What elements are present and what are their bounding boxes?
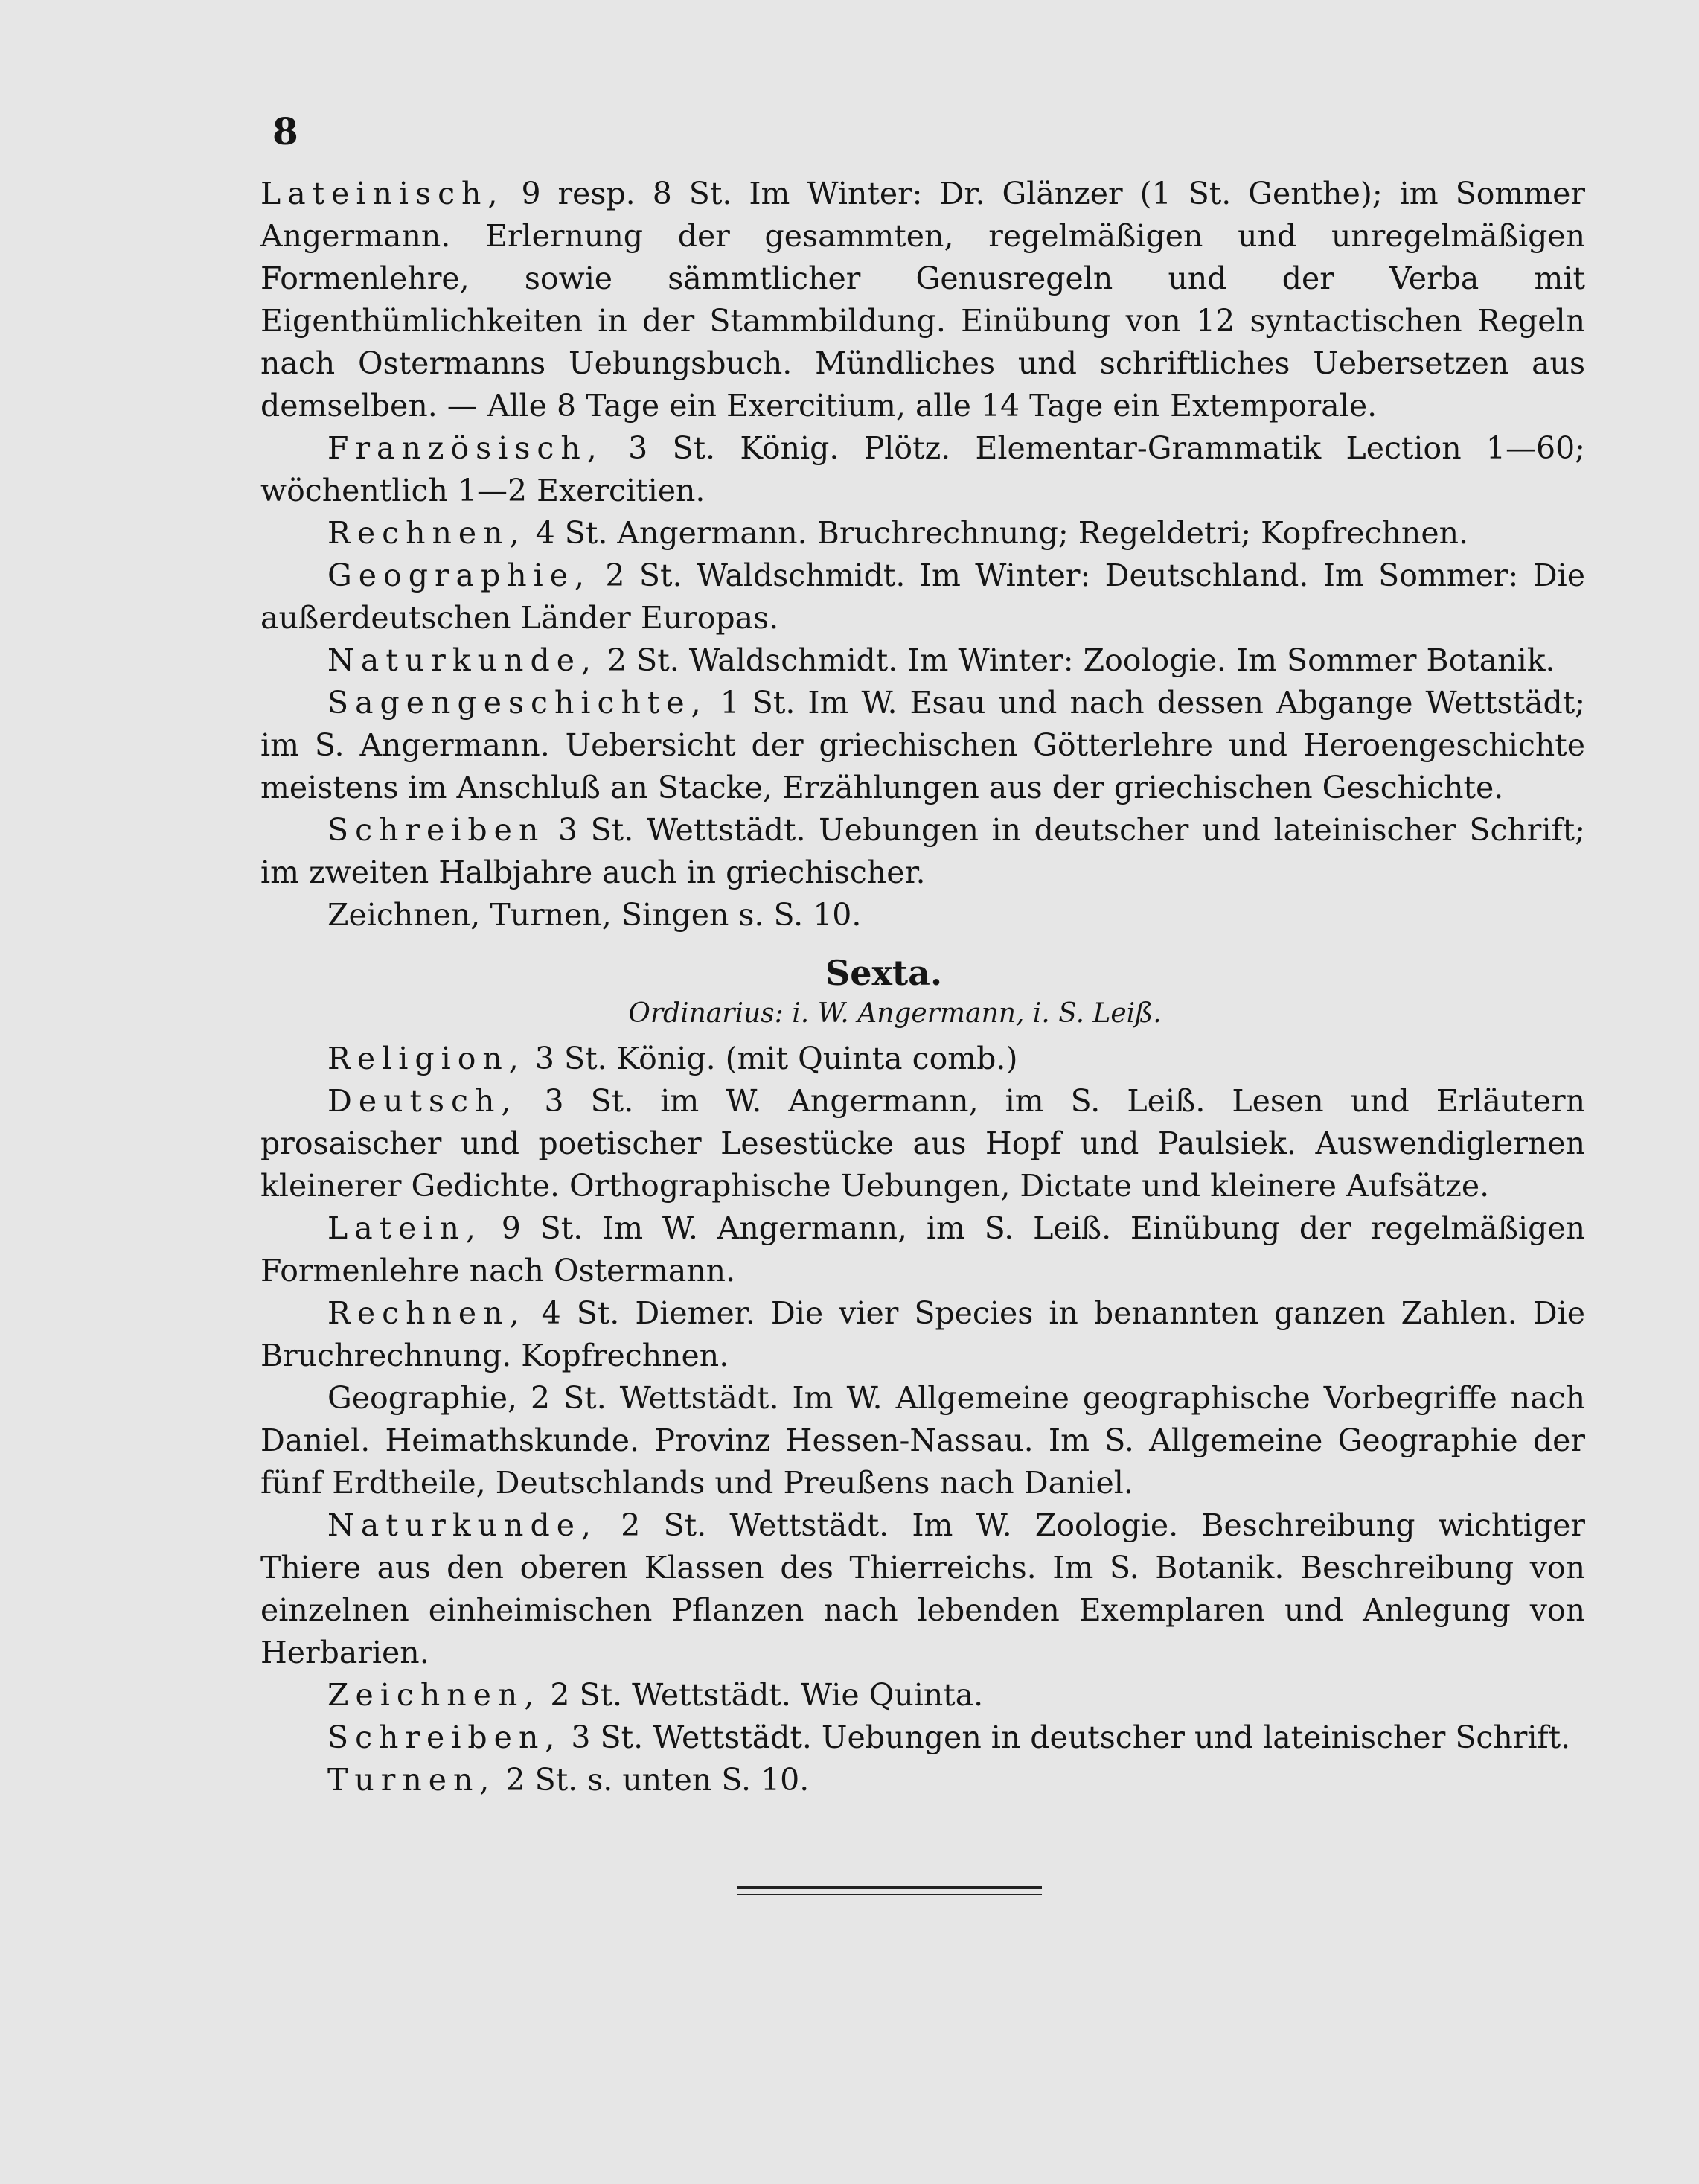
paragraph-text: 3 St. im W. Angermann, im S. Leiß. Lesen und Erläutern prosaischer und poetischer Lesestücke aus Hopf und Paulsiek. Auswendiglernen kleinerer Gedichte. Orthographische Uebungen, Dictate und kleinere Aufsätze. xyxy=(260,1083,1585,1204)
subject-name: Deutsch, xyxy=(327,1083,518,1119)
subject-name: Schreiben, xyxy=(327,1720,562,1755)
paragraph-deutsch xyxy=(260,1080,1585,1207)
paragraph-rechnen-sexta xyxy=(260,1292,1585,1377)
subject-name: Sagengeschichte, xyxy=(327,685,708,721)
section-heading: Sexta. xyxy=(825,953,942,993)
paragraph-text: 2 St. Waldschmidt. Im Winter: Zoologie. Im Sommer Botanik. xyxy=(598,642,1555,678)
paragraph-text: 4 St. Angermann. Bruchrechnung; Regeldetri; Kopfrechnen. xyxy=(525,515,1469,551)
paragraph-latein xyxy=(260,1207,1585,1292)
paragraph-text: 2 St. s. unten S. 10. xyxy=(496,1762,810,1798)
paragraph-turnen-sexta xyxy=(260,1759,1585,1801)
paragraph-religion xyxy=(260,1038,1585,1080)
paragraph-text: 2 St. Waldschmidt. Im Winter: Deutschland. Im Sommer: Die außerdeutschen Länder Europas. xyxy=(260,558,1585,636)
paragraph-text: Geographie, 2 St. Wettstädt. Im W. Allgemeine geographische Vorbegriffe nach Daniel. Heimathskunde. Provinz Hessen-Nassau. Im S. Allgemeine Geographie der fünf Erdtheile, Deutschlands und Preußens nach Daniel. xyxy=(260,1380,1585,1501)
paragraph-text: Zeichnen, Turnen, Singen s. S. 10. xyxy=(327,897,862,933)
paragraph-schreiben xyxy=(260,809,1585,894)
paragraph-text: 1 St. Im W. Esau und nach dessen Abgange Wettstädt; im S. Angermann. Uebersicht der griechischen Götterlehre und Heroengeschichte meistens im Anschluß an Stacke, Erzählungen aus der griechischen Geschichte. xyxy=(260,685,1585,805)
closing-double-rule xyxy=(737,1886,1042,1895)
subject-name: Latein, xyxy=(327,1210,482,1246)
subject-name: Französisch, xyxy=(327,430,604,466)
subject-name: Naturkunde, xyxy=(327,1507,598,1543)
subject-name: Naturkunde, xyxy=(327,642,598,678)
paragraph-naturkunde-sexta xyxy=(260,1504,1585,1674)
paragraph-zeichnen-turnen-singen xyxy=(260,894,1585,936)
paragraph-text: 4 St. Diemer. Die vier Species in benannten ganzen Zahlen. Die Bruchrechnung. Kopfrechnen. xyxy=(260,1295,1585,1373)
paragraph-text: 9 St. Im W. Angermann, im S. Leiß. Einübung der regelmäßigen Formenlehre nach Ostermann. xyxy=(260,1210,1585,1289)
paragraph-schreiben-sexta xyxy=(260,1717,1585,1759)
paragraph-text: 3 St. König. Plötz. Elementar-Grammatik Lection 1—60; wöchentlich 1—2 Exercitien. xyxy=(260,430,1585,508)
subject-name: Rechnen, xyxy=(327,1295,526,1331)
paragraph-text: 3 St. Wettstädt. Uebungen in deutscher und lateinischer Schrift; im zweiten Halbjahre auch in griechischer. xyxy=(260,812,1585,890)
paragraph-text: 9 resp. 8 St. Im Winter: Dr. Glänzer (1 St. Genthe); im Sommer Angermann. Erlernung der gesammten, regelmäßigen und unregelmäßigen Formenlehre, sowie sämmtlicher Genusregeln und der Verba mit Eigenthümlichkeiten in der Stammbildung. Einübung von 12 syntactischen Regeln nach Ostermanns Uebungsbuch. Mündliches und schriftliches Uebersetzen aus demselben. — Alle 8 Tage ein Exercitium, alle 14 Tage ein Extemporale. xyxy=(260,176,1585,424)
paragraph-zeichnen-sexta xyxy=(260,1674,1585,1717)
paragraph-geographie-sexta xyxy=(260,1377,1585,1504)
paragraph-geographie xyxy=(260,555,1585,639)
paragraph-naturkunde xyxy=(260,639,1585,682)
paragraph-lateinisch xyxy=(260,173,1585,427)
subject-name: Lateinisch, xyxy=(260,176,505,211)
paragraph-sagengeschichte xyxy=(260,682,1585,809)
paragraph-text: 3 St. Wettstädt. Uebungen in deutscher und lateinischer Schrift. xyxy=(561,1720,1571,1755)
subject-name: Turnen, xyxy=(327,1762,496,1798)
paragraph-franzoesisch xyxy=(260,427,1585,512)
subject-name: Rechnen, xyxy=(327,515,526,551)
paragraph-text: 2 St. Wettstädt. Wie Quinta. xyxy=(540,1677,984,1713)
ordinarius-line: Ordinarius: i. W. Angermann, i. S. Leiß. xyxy=(628,998,1162,1029)
subject-name: Zeichnen, xyxy=(327,1677,541,1713)
document-body xyxy=(260,173,1585,1801)
subject-name: Geographie, xyxy=(327,558,592,593)
paragraph-text: 2 St. Wettstädt. Im W. Zoologie. Beschreibung wichtiger Thiere aus den oberen Klassen des Thierreichs. Im S. Botanik. Beschreibung von einzelnen einheimischen Pflanzen nach lebenden Exemplaren und Anlegung von Herbarien. xyxy=(260,1507,1585,1670)
page-number: 8 xyxy=(272,109,298,153)
paragraph-rechnen xyxy=(260,512,1585,555)
subject-name: Schreiben xyxy=(327,812,545,848)
subject-name: Religion, xyxy=(327,1041,525,1076)
paragraph-text: 3 St. König. (mit Quinta comb.) xyxy=(525,1041,1018,1076)
